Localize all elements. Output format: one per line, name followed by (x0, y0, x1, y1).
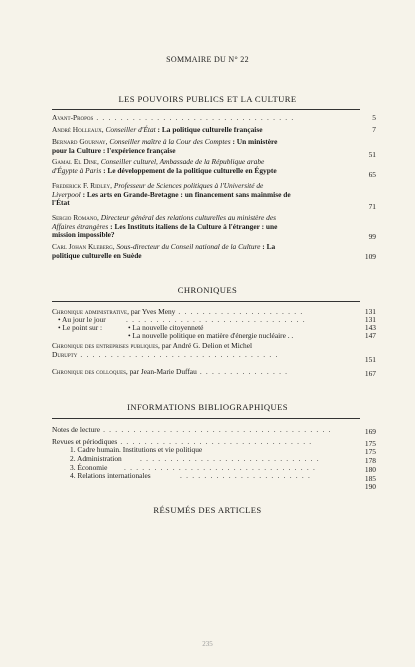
entry-role-cont: Affaires étrangères (52, 221, 109, 231)
entry-role: Conseiller culturel, Ambassade de la République arabe (100, 157, 265, 166)
page-number: 5 (372, 113, 376, 122)
page-number: 131 (364, 307, 376, 316)
entry-role: Conseiller d'État (105, 125, 156, 134)
entry-label: Chronique des colloques, (52, 367, 128, 376)
sub-entry-economie: 3. Économie (70, 463, 108, 472)
page-number: 143 (364, 323, 376, 332)
entry-role-cont: d'Égypte à Paris (52, 165, 102, 175)
entry-author: par Jean-Marie Duffau (129, 367, 197, 376)
sub-entry-energie-nucleaire: • La nouvelle politique en matière d'énergie nucléaire . . (128, 331, 294, 340)
entry-author-cont: Durupty (52, 349, 78, 359)
divider (52, 109, 360, 110)
sub-entry-administration: 2. Administration (70, 454, 122, 463)
sub-entry-au-jour-le-jour: • Au jour le jour (58, 315, 106, 324)
page-number: 178 (364, 456, 376, 465)
folio: 235 (202, 640, 213, 648)
toc-entry-kleberg (52, 243, 352, 260)
entry-author: par Yves Meny (130, 307, 176, 316)
entry-label: Chronique administrative, (52, 307, 129, 316)
entry-author: Gamal El Dine, (52, 157, 99, 166)
sub-entry-le-point-sur: • Le point sur : (58, 323, 103, 332)
toc-entry-chronique-administrative: Chronique administrative, par Yves Meny . . . . . . . . . . . . . . . . . . . . . (52, 307, 304, 316)
entry-title: : La (262, 242, 276, 251)
page-number: 147 (364, 331, 376, 340)
entry-role: Professeur de Sciences politiques à l'Université de (113, 181, 264, 190)
page-number: 167 (364, 369, 376, 378)
entry-author: André Holleaux, (52, 125, 104, 134)
entry-role: Directeur général des relations culturelles au ministère des (100, 213, 276, 222)
entry-author: Carl Johan Kleberg, (52, 242, 115, 251)
page-number: 175 (364, 447, 376, 456)
page-number: 169 (364, 427, 376, 436)
entry-title: : Les Instituts italiens de la Culture à l'étranger : une (110, 221, 278, 231)
entry-author: Sergio Romano, (52, 213, 99, 222)
entry-title-cont: politique culturelle en Suède (52, 250, 142, 260)
entry-title: : Un ministère (232, 137, 278, 146)
divider (52, 301, 360, 302)
entry-role: Sous-directeur du Conseil national de la Culture (116, 242, 261, 251)
page-number: 180 (364, 465, 376, 474)
entry-title: : Les arts en Grande-Bretagne : un financement sans mainmise de (82, 189, 291, 199)
entry-title: : Le développement de la politique culturelle en Égypte (103, 165, 277, 175)
page-number: 185 (364, 474, 376, 483)
document-page: SOMMAIRE DU N° 22 LES POUVOIRS PUBLICS ET LA CULTURE Avant-Propos . . . . . . . . . . . . . . . . . . . . . . . . . . . . . . . . . 5 André Holleaux, Conseiller d'État : La politique culturelle française 7 Bernard Gournay, Conseiller maître à la Cour des Comptes : Un ministère pour la Culture : l'expérience française 51 Gamal El Dine, Conseiller culturel, Ambassade de la République arabe d'Égypte à Paris : Le développement de la politique culturelle en Égypte 65 Frederick F. Ridley, Professeur de Sciences politiques à l'Université de Liverpool : Les arts en Grande-Bretagne : un financement sans mainmise de l'État 71 Sergio Romano, Directeur général des relations culturelles au ministère des Affaires étrangères : Les Instituts italiens de la Culture à l'étranger : une mission impossible? 99 Carl Johan Kleberg, Sous-directeur du Conseil national de la Culture : La politique culturelle en Suède 109 CHRONIQUES Chronique administrative, par Yves Meny . . . . . . . . . . . . . . . . . . . . . 131 • Au jour le jour . . . . . . . . . . . . . . . . . . . . . . . . . . . . . . 131 • Le point sur : • La nouvelle citoyenneté 143 • La nouvelle politique en matière d'énergie nucléaire . . 147 Chronique des entreprises publiques, par André G. Delion et Michel Durupty . . . . . . . . . . . . . . . . . . . . . . . . . . . . . . . . . 151 Chronique des colloques, par Jean-Marie Duffau . . . . . . . . . . . . . . . 167 INFORMATIONS BIBLIOGRAPHIQUES Notes de lecture . . . . . . . . . . . . . . . . . . . . . . . . . . . . . . . . . . . . . . 169 Revues et périodiques . . . . . . . . . . . . . . . . . . . . . . . . . . . . . . . . 175 1. Cadre humain. Institutions et vie politique 175 2. Administration . . . . . . . . . . . . . . . . . . . . . . . . . . . . . . 178 3. Économie . . . . . . . . . . . . . . . . . . . . . . . . . . . . . . . . 180 4. Relations internationales . . . . . . . . . . . . . . . . . . . . . . 185 190 RÉSUMÉS DES ARTICLES 235 (0, 0, 415, 667)
toc-entry-notes-de-lecture: Notes de lecture . . . . . . . . . . . . . . . . . . . . . . . . . . . . . . . . . . . . . . (52, 425, 332, 434)
section-heading-resumes: RÉSUMÉS DES ARTICLES (153, 505, 262, 515)
entry-label: Chronique des entreprises publiques, (52, 341, 160, 350)
toc-entry-avant-propos: Avant-Propos . . . . . . . . . . . . . . . . . . . . . . . . . . . . . . . . . (52, 113, 295, 122)
page-number: 65 (368, 170, 376, 179)
toc-entry-romano (52, 214, 352, 240)
page-number: 175 (364, 439, 376, 448)
toc-entry-chronique-entreprises: Chronique des entreprises publiques, par André G. Delion et Michel Durupty . . . . . . . . . . . . . . . . . . . . . . . . . . . . . . . . . (52, 341, 279, 359)
entry-role: Conseiller maître à la Cour des Comptes (109, 137, 231, 146)
entry-title: : La politique culturelle française (157, 125, 263, 134)
section-heading-chroniques: CHRONIQUES (177, 285, 238, 295)
entry-role-cont: Liverpool (52, 189, 81, 199)
entry-title-cont: pour la Culture : l'expérience française (52, 145, 176, 155)
toc-entry-revues: Revues et périodiques . . . . . . . . . . . . . . . . . . . . . . . . . . . . . . . . (52, 437, 313, 446)
page-number: 109 (364, 252, 376, 261)
page-number: 7 (372, 125, 376, 134)
sub-entry-citoyennete: • La nouvelle citoyenneté (128, 323, 204, 332)
page-number: 151 (364, 355, 376, 364)
page-number: 99 (368, 232, 376, 241)
page-title: SOMMAIRE DU N° 22 (166, 55, 249, 64)
toc-entry-chronique-colloques: Chronique des colloques, par Jean-Marie Duffau . . . . . . . . . . . . . . . (52, 367, 289, 376)
toc-entry-el-dine (52, 158, 352, 175)
entry-label: Revues et périodiques (52, 437, 118, 446)
entry-label: Avant-Propos (52, 113, 94, 122)
entry-title-cont: mission impossible? (52, 230, 115, 240)
sub-entry-cadre-humain: 1. Cadre humain. Institutions et vie politique (70, 445, 203, 454)
entry-author: Frederick F. Ridley, (52, 181, 112, 190)
entry-label: Notes de lecture (52, 425, 101, 434)
section-heading-pouvoirs-publics: LES POUVOIRS PUBLICS ET LA CULTURE (118, 94, 297, 104)
page-number: 190 (364, 482, 376, 491)
entry-title-cont: l'État (52, 198, 70, 208)
toc-entry-holleaux (52, 126, 352, 135)
divider (52, 418, 360, 419)
sub-entry-relations-internationales: 4. Relations internationales (70, 471, 151, 480)
entry-author: Bernard Gournay, (52, 137, 108, 146)
page-number: 71 (368, 202, 376, 211)
toc-entry-ridley (52, 182, 352, 208)
page-number: 131 (364, 315, 376, 324)
entry-author: par André G. Delion et Michel (161, 341, 253, 350)
toc-entry-gournay (52, 138, 352, 155)
section-heading-bibliographie: INFORMATIONS BIBLIOGRAPHIQUES (127, 402, 288, 412)
page-number: 51 (368, 150, 376, 159)
